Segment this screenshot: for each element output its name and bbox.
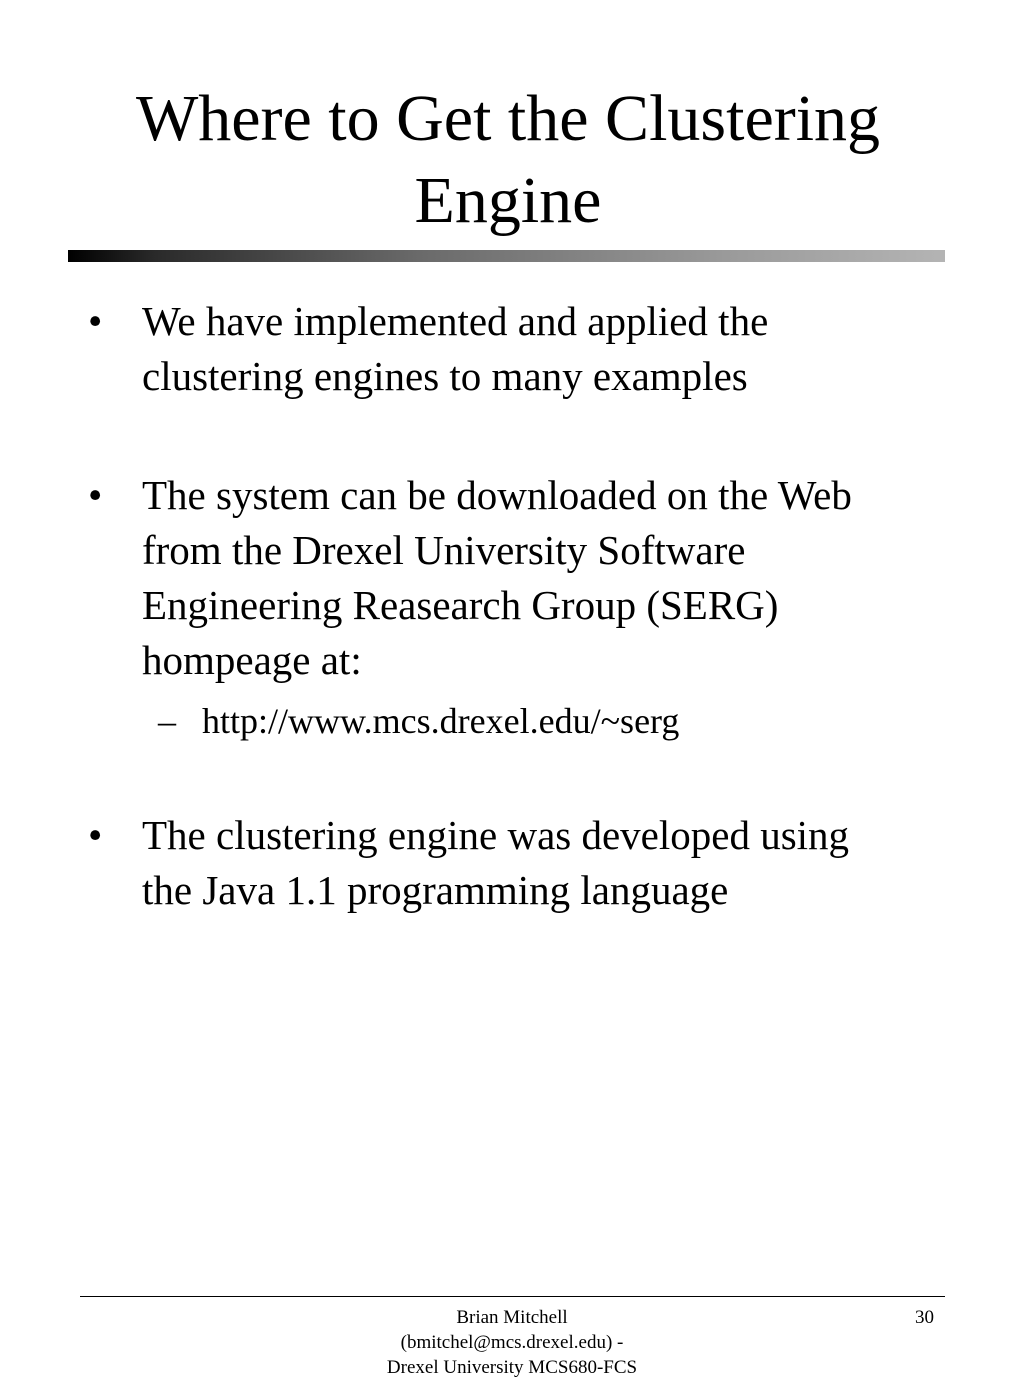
serg-url-sub-bullet: http://www.mcs.drexel.edu/~serg [202, 701, 680, 741]
bullet-1-line-1: We have implemented and applied the [142, 298, 769, 344]
footer-course: Drexel University MCS680-FCS [386, 1357, 638, 1378]
sub-bullet-marker: – [158, 701, 176, 741]
bullet-1 [142, 294, 942, 404]
footer-author: Brian Mitchell [456, 1307, 568, 1328]
bullet-3-marker: • [88, 812, 103, 858]
bullet-2-line-2: from the Drexel University Software [142, 527, 746, 573]
bullet-3-line-1: The clustering engine was developed using [142, 812, 850, 858]
bullet-2-line-1: The system can be downloaded on the Web [142, 472, 852, 518]
bullet-2-marker: • [88, 472, 103, 518]
slide-title-line-1: Where to Get the Clustering [135, 82, 881, 155]
bullet-1-marker: • [88, 298, 103, 344]
footer-credit [300, 1305, 724, 1380]
slide-title-line-2: Engine [414, 164, 602, 237]
bullet-1-line-2: clustering engines to many examples [142, 353, 748, 399]
footer-email: (bmitchel@mcs.drexel.edu) - [400, 1332, 624, 1353]
slide-title [68, 78, 948, 242]
bullet-3 [142, 808, 942, 918]
title-gradient-rule [68, 250, 945, 262]
bullet-3-line-2: the Java 1.1 programming language [142, 867, 729, 913]
bullet-2 [142, 468, 942, 688]
bullet-2-line-3: Engineering Reasearch Group (SERG) [142, 582, 779, 628]
footer-rule [80, 1296, 945, 1297]
page-number: 30 [915, 1307, 934, 1328]
bullet-2-line-4: hompeage at: [142, 637, 362, 683]
